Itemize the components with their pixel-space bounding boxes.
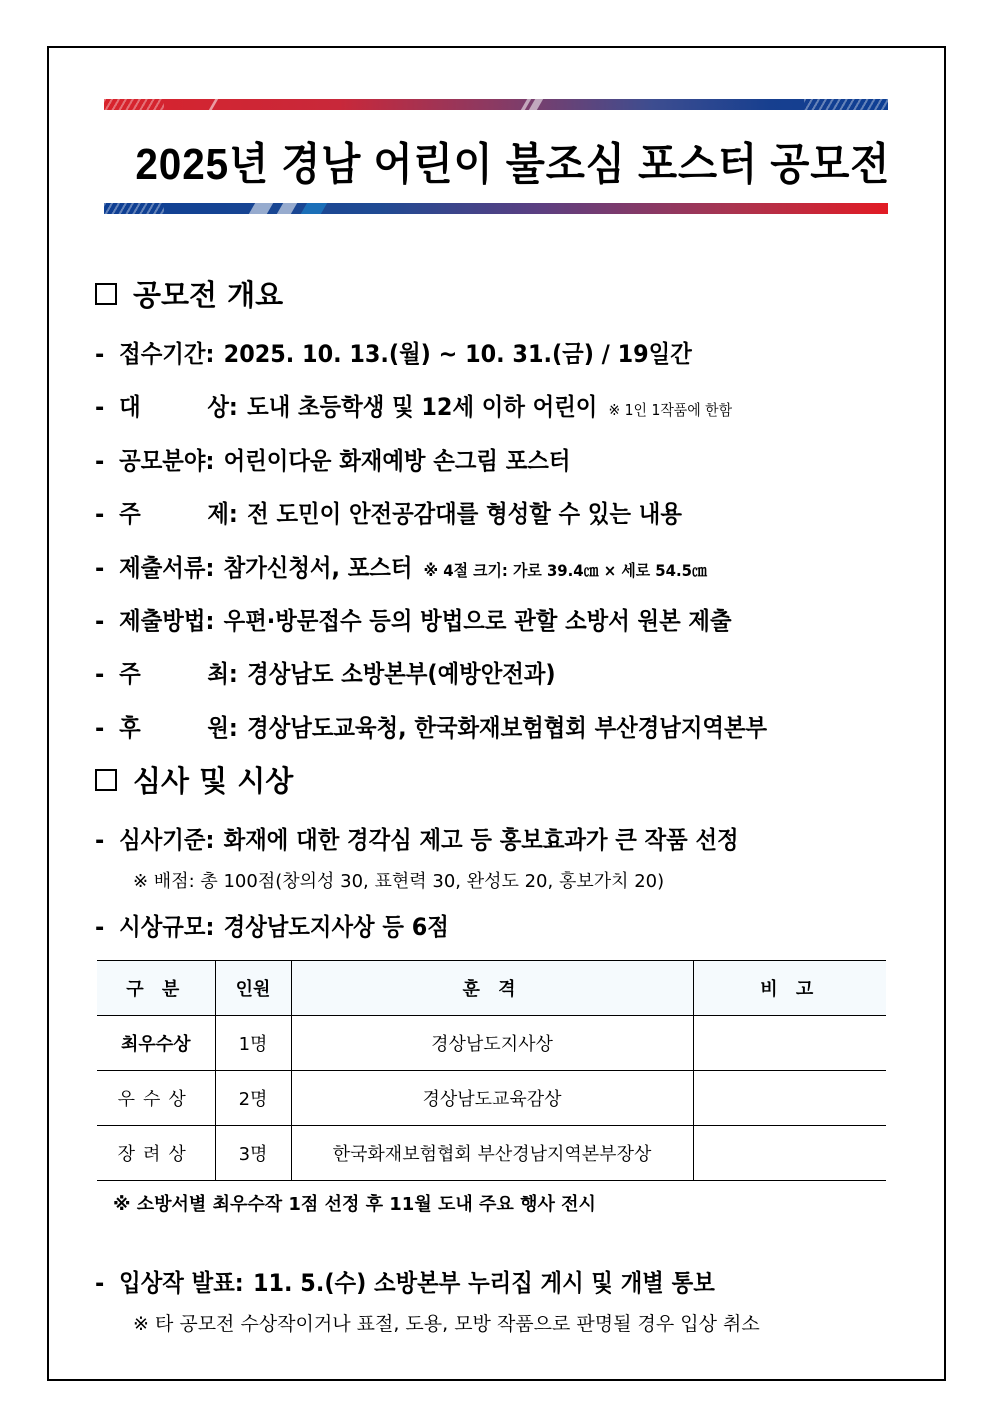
- cell-award: 한국화재보험협회 부산경남지역본부장상: [291, 1126, 693, 1181]
- table-footnote: ※ 소방서별 최우수작 1점 선정 후 11월 도내 주요 행사 전시: [113, 1194, 596, 1215]
- item-target: - 대 상 : 도내 초등학생 및 12세 이하 어린이 ※ 1인 1작품에 한함: [95, 393, 733, 421]
- banner-stripe-top: [104, 99, 888, 110]
- cell-category: 장려상: [97, 1126, 215, 1181]
- section-heading-judging: [95, 759, 293, 800]
- item-category: - 공모분야 : 어린이다운 화재예방 손그림 포스터: [95, 447, 571, 475]
- cell-award: 경상남도지사상: [291, 1016, 693, 1071]
- document-title: 2025년 경남 어린이 불조심 포스터 공모전: [135, 140, 891, 189]
- item-theme: - 주 제 : 전 도민이 안전공감대를 형성할 수 있는 내용: [95, 500, 682, 528]
- cell-count: 1명: [215, 1016, 291, 1071]
- table-row: [97, 1126, 886, 1181]
- awards-table: [97, 960, 886, 1181]
- table-row: [97, 1016, 886, 1071]
- section-heading-overview: [95, 273, 283, 314]
- checkbox-square-icon: [95, 769, 117, 791]
- item-announcement: - 입상작 발표 : 11. 5.(수) 소방본부 누리집 게시 및 개별 통보: [95, 1269, 715, 1297]
- cell-count: 3명: [215, 1126, 291, 1181]
- table-header-row: [97, 961, 886, 1016]
- banner-stripe-bottom: [104, 203, 888, 214]
- scoring-note: ※ 배점: 총 100점(창의성 30, 표현력 30, 완성도 20, 홍보가치 20): [133, 871, 665, 892]
- table-row: [97, 1071, 886, 1126]
- disqualify-note: ※ 타 공모전 수상작이거나 표절, 도용, 모방 작품으로 판명될 경우 입상 취소: [133, 1313, 760, 1335]
- item-submission-period: - 접수기간 : 2025. 10. 13.(월) ~ 10. 31.(금) / 19일간: [95, 340, 692, 368]
- section-title: 심사 및 시상: [133, 764, 294, 798]
- item-awards-scale: - 시상규모 : 경상남도지사상 등 6점: [95, 913, 449, 941]
- cell-remarks: [693, 1071, 886, 1126]
- header-count: 인원: [215, 961, 291, 1016]
- cell-remarks: [693, 1016, 886, 1071]
- header-remarks: 비 고: [693, 961, 886, 1016]
- cell-remarks: [693, 1126, 886, 1181]
- header-category: 구 분: [97, 961, 215, 1016]
- cell-category: 우수상: [97, 1071, 215, 1126]
- checkbox-square-icon: [95, 283, 117, 305]
- item-criteria: - 심사기준 : 화재에 대한 경각심 제고 등 홍보효과가 큰 작품 선정: [95, 826, 739, 854]
- item-submission-method: - 제출방법 : 우편·방문접수 등의 방법으로 관할 소방서 원본 제출: [95, 607, 732, 635]
- cell-award: 경상남도교육감상: [291, 1071, 693, 1126]
- section-title: 공모전 개요: [133, 278, 284, 312]
- item-host: - 주 최 : 경상남도 소방본부(예방안전과): [95, 660, 556, 688]
- header-award: 훈 격: [291, 961, 693, 1016]
- cell-count: 2명: [215, 1071, 291, 1126]
- item-documents: - 제출서류 : 참가신청서, 포스터 ※ 4절 크기: 가로 39.4㎝ × 세로 54.5㎝: [95, 554, 707, 582]
- cell-category: 최우수상: [97, 1016, 215, 1071]
- item-sponsor: - 후 원 : 경상남도교육청, 한국화재보험협회 부산경남지역본부: [95, 714, 768, 742]
